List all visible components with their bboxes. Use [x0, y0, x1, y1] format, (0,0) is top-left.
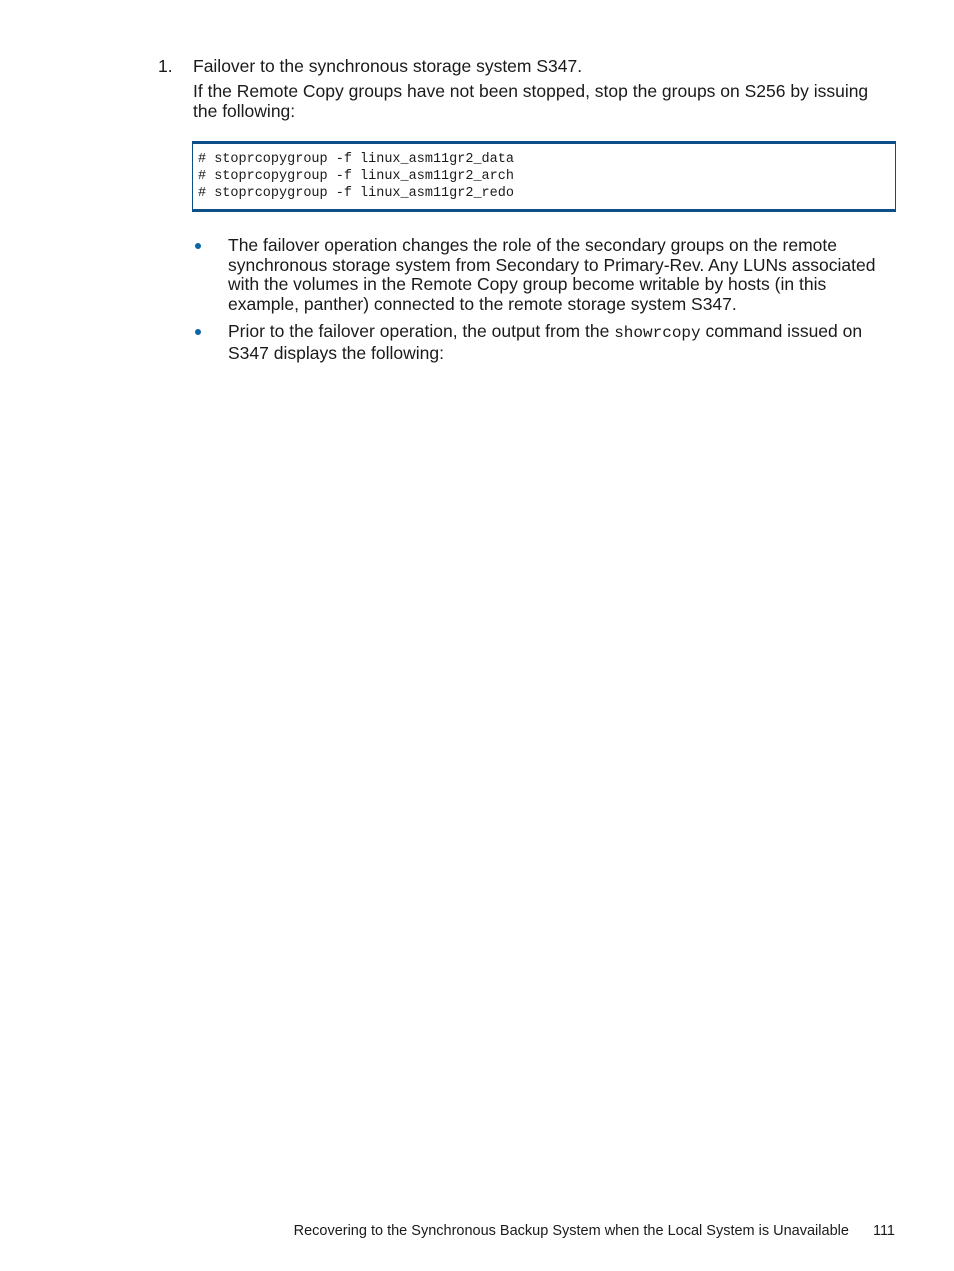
code-block	[192, 141, 896, 212]
bullet-item	[192, 236, 898, 314]
bullet-icon	[195, 329, 201, 335]
bullet-text-before: Prior to the failover operation, the output from the	[228, 321, 615, 341]
footer-title: Recovering to the Synchronous Backup System when the Local System is Unavailable	[293, 1223, 849, 1239]
step-title: Failover to the synchronous storage system S347.	[193, 56, 583, 76]
code-line: # stoprcopygroup -f linux_asm11gr2_arch	[198, 169, 514, 184]
code-line: # stoprcopygroup -f linux_asm11gr2_redo	[198, 186, 514, 201]
page-footer	[294, 1222, 895, 1240]
bullet-list	[192, 236, 898, 371]
bullet-item	[192, 322, 898, 363]
code-line: # stoprcopygroup -f linux_asm11gr2_data	[198, 152, 514, 167]
step-number: 1.	[158, 56, 173, 76]
bullet-icon	[195, 243, 201, 249]
inline-code: showrcopy	[614, 324, 701, 342]
bullet-text: The failover operation changes the role of the secondary groups on the remote synchronous storage system from Secondary to Primary-Rev. Any LUNs associated with the volumes in the Remote Copy group become writable by hosts (in this example, panther) connected to the remote storage system S347.	[228, 235, 876, 314]
page-number: 111	[872, 1223, 895, 1239]
step-body: If the Remote Copy groups have not been stopped, stop the groups on S256 by issuing the following:	[193, 81, 869, 121]
bullet-text-after: command issued on S347 displays the following:	[228, 321, 863, 363]
